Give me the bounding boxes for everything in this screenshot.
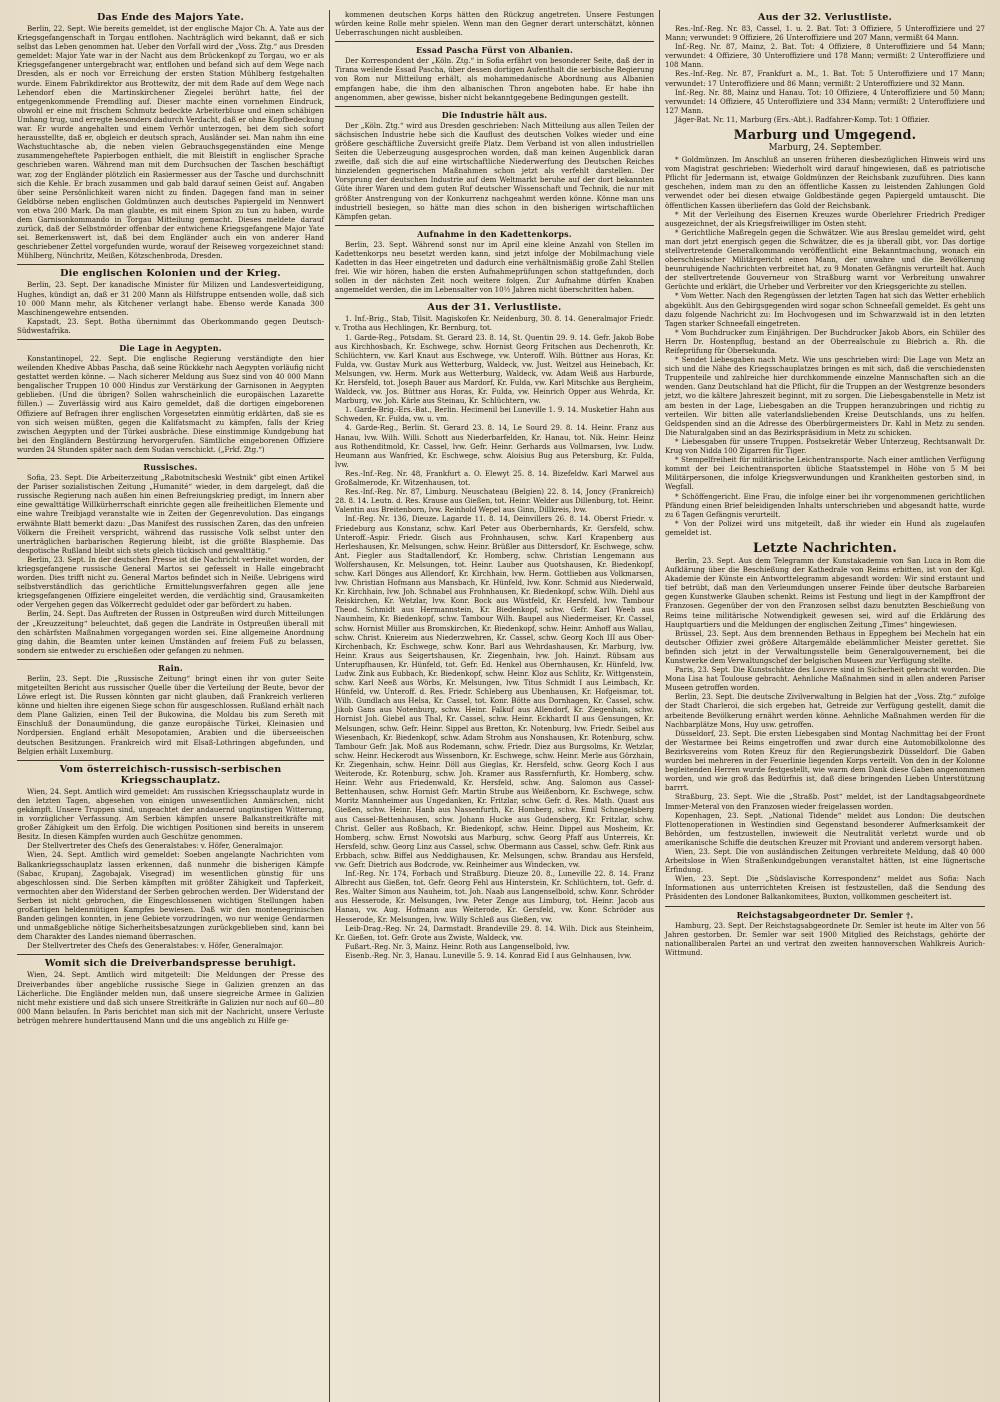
article: [335, 106, 654, 221]
article-paragraph: 1. Garde-Reg., Potsdam. St. Gerard 23. 8. 14, St. Quentin 29. 9. 14. Gefr. Jakob Bobe aus Kirchhosbach, Kr. Eschwege, schw. Hornist Georg Fritschen aus Dechenroth, Kr. Schlüchtern, vw. Karl Knaut aus Eschwege, vw. Unteroff. Wilh. Büttner aus Horas, Kr. Fulda, vw. Gustav Murk aus Wetterburg, Waldeck, vw. Just. Weitzel aus Heinebach, Kr. Melsungen, vw. Herm. Murk aus Wetterburg, Waldeck, vw. Adam Weiß aus Harburde, Kr. Hersfeld, tot. Joseph Bauer aus Mardorf, Kr. Fulda, vw. Karl Mitschke aus Bergheim, Waldeck, vw. Jos. Büttner aus Horas, Kr. Fulda, vw. Heinrich Opper aus Wehrda, Kr. Marburg, vw. Joh. Kärle aus Steinau, Kr. Schlüchtern, vw.: [335, 332, 654, 406]
article-paragraph: Inf.-Reg. Nr. 87, Mainz, 2. Bat. Tot: 4 Offiziere, 8 Unteroffiziere und 54 Mann; verwundet: 4 Offiziere, 30 Unteroffiziere und 178 Mann; vermißt: 2 Unteroffiziere und 108 Mann.: [665, 42, 985, 70]
article-headline: Vom österreichisch-russisch-serbischen Kriegsschauplatz.: [59, 763, 282, 786]
article-paragraph: Wien, 23. Sept. Die von ausländischen Zeitungen verbreitete Meldung, daß 40 000 Arbeitslose in Wien Straßenkundgebungen veranstaltet hätten, ist eine lügnerische Erfindung.: [665, 846, 985, 875]
article: [335, 298, 654, 960]
article-paragraph: Eisenb.-Reg. Nr. 3, Hanau. Luneville 5. 9. 14. Konrad Eid I aus Gelnhausen, lvw.: [345, 950, 632, 960]
article-paragraph: * Mit der Verleihung des Eisernen Kreuzes wurde Oberlehrer Friedrich Prediger ausgezeichnet, der als Kriegsfreiwilliger im Osten steht.: [665, 209, 985, 228]
article-headline: Rain.: [158, 662, 183, 673]
article-paragraph: * Gerichtliche Maßregeln gegen die Schwätzer. Wie aus Breslau gemeldet wird, geht man dort jetzt energisch gegen die Schwätzer, die es ja überall gibt, vor. Das dortige stellvertretende Generalkommando veröffentlicht eine Bekanntmachung, wonach ein oberschlesischer Militärgericht einen Mann, der unwahre und die Bevölkerung beunruhigende Nachrichten verbreitet hat, zu 9 Monaten Gefängnis verurteilt hat. Auch der stellvertretende Gouverneur von Straßburg warnt vor Verbreitung unwahrer Gerüchte und erklärt, die Urheber und Verbreiter vor den Kriegsgerichte zu stellen.: [665, 227, 985, 292]
columns: [12, 10, 990, 1402]
section-divider: [335, 106, 654, 107]
article-headline: Marburg und Umgegend.: [733, 127, 917, 143]
article-paragraph: Leib-Drag.-Reg. Nr. 24, Darmstadt. Brandeville 29. 8. 14. Wilh. Dick aus Steinheim, Kr. Gießen, tot. Gefr. Grote aus Zwiste, Waldeck, vw.: [335, 923, 654, 942]
article-paragraph: * Sendet Liebesgaben nach Metz. Wie uns geschrieben wird: Die Lage von Metz an sich und die Nähe des Kriegsschauplatzes bringen es mit sich, daß die verschiedensten Truppenteile und zahlreiche hier durchkommende einzelne Mannschaften sich an die wenden. Ganz Deutschland hat die Pflicht, für die Truppen an der Westgrenze besonders jetzt, wo die kältere Jahreszeit beginnt, mit zu sorgen. Die Liebesgabenstelle in Metz ist am besten in der Lage, Liebesgaben an die Truppen heranzubringen und richtig zu verteilen. Wir bitten alle vaterlandsliebenden Kreise Deutschlands, uns zu helfen. Geldspenden sind an die Adresse des Oberbürgermeisters Dr. Kahl in Metz zu senden. Die Naturalgaben sind an das Bezirkspräsidium in Metz zu schicken.: [665, 355, 985, 437]
article-paragraph: Wien, 23. Sept. Die „Südslavische Korrespondenz“ meldet aus Sofia: Nach Informationen aus unterrichteten Kreisen ist festzustellen, daß die Sendung des Präsidenten des Londoner Balkankomitees, Buxton, vollkommen gescheitert ist.: [665, 874, 985, 902]
article-paragraph: Sofia, 23. Sept. Die Arbeiterzeitung „Rabotnitscheski Westnik“ gibt einen Artikel der Pariser sozialistischen Zeitung „Humanité“ wieder, in dem dargelegt, daß die russische Regierung nach außen hin einen Befreiungskrieg predigt, im Innern aber eine gewalttätige Willkürherrschaft einrichte gegen alle freiheitlichen Elemente und eine wahre Treibjagd veranstalte wie in Zeiten der Gegenrevolution. Das eingangs erwähnte Blatt bemerkt dazu: „Das Manifest des russischen Zaren, das den unfreien Völkern die Freiheit verspricht, während das russische Volk selbst unter den unerträglichen barbarischen Regierung bleibt, ist die größte Blasphemie. Das despotische Rußland bleibt sich stets gleich tückisch und gewalttätig.“: [17, 473, 324, 555]
section-divider: [17, 264, 324, 265]
article-paragraph: Wien, 24. Sept. Amtlich wird gemeldet: Soeben angelangte Nachrichten vom Balkankriegsschauplatz lassen erkennen, daß nunmehr die bisherigen Kämpfe (Sabac, Krupanj, Zagobajak, Visegrad) im wesentlichen günstig für uns abgeschlossen sind. Die Serben kämpften mit größter Zähigkeit und Tapferkeit, vermochten aber den Widerstand der Serben gebrochen werden. Der Widerstand der Serben ist nicht gebrochen, die Eingeschlossenen wichtigen Stellungen haben großartigen heldenmütigen Kampfes bewiesen. Daß wir den montenegrinischen Banden gelingen konnten, in jene Gebiete vorzudringen, wo nur wenige Gendarmen und unmaßgebliche nötige Sicherheitsbesatzungen zurückgeblieben sind, kann bei dem Charakter des Landes niemand überraschen.: [17, 850, 324, 942]
article-paragraph: Wien, 24. Sept. Amtlich wird mitgeteilt: Die Meldungen der Presse des Dreiverbandes über angebliche russische Siege in Galizien grenzen an das Lächerliche. Die Engländer melden nun, daß unsere siegreiche Armee in Galizien nicht mehr existiere und daß sich unsere Streitkräfte in Galizien nur noch auf 60—80 000 Mann belaufen. In Paris berichtet man sich mit der Nachricht, unsere Verluste betrügen mehrere hunderttausend Mann und die uns angeblich zu Hilfe ge-: [17, 970, 324, 1025]
article-paragraph: 4. Garde-Reg., Berlin. St. Gerard 23. 8. 14, Le Sourd 29. 8. 14. Heinr. Franz aus Hanau, lvw. Wilh. Willi. Schott aus Niederbarfelden, Kr. Hanau, tot. Nik. Heinr. Heinz aus Rothenditmold, Kr. Cassel, lvw. Gefr. Heinr. Gerhards aus Vollmarsen, lvw. Ludw. Heumann aus Wanfried, Kr. Eschwege, schw. Aloisius Bug aus Petersburg, Kr. Fulda, lvw.: [335, 423, 654, 469]
article-paragraph: Hamburg, 23. Sept. Der Reichstagsabgeordnete Dr. Semler ist heute im Alter von 56 Jahren gestorben. Dr. Semler war seit 1900 Mitglied des Reichstags, gehörte der nationalliberalen Partei an und vertrat den zweiten hannoverschen Wahlkreis Aurich-Wittmund.: [665, 920, 985, 957]
article-paragraph: Res.-Inf.-Reg. Nr. 83, Cassel, 1. u. 2. Bat. Tot: 3 Offiziere, 5 Unteroffiziere und 27 Mann; verwundet: 9 Offiziere, 26 Unteroffiziere und 207 Mann, vermißt 64 Mann.: [665, 24, 985, 43]
article-headline: Russisches.: [143, 462, 198, 473]
article-paragraph: Inf.-Reg. Nr. 174, Forbach und Straßburg. Dieuze 20. 8., Luneville 22. 8. 14. Franz Albrecht aus Gießen, tot. Gefr. Georg Fehl aus Hinterstein, Kr. Schlüchtern, tot. Gefr. d. Res. Walter Simon aus Nauheim, tot. Joh. Naab aus Langenselbold, schw. Konr. Schröder aus Hesserode, Kr. Melsungen, lvw. Peter Zenge aus Limburg, tot. Heinr. Jacob aus Hanau, vw. Aug. Hofmann aus Weiterode, Kr. Gersfeld, vw. Konr. Schröder aus Hesserode, Kr. Melsungen, lvw. Willy Schleß aus Gießen, vw.: [335, 869, 654, 924]
article-paragraph: Der „Köln. Ztg.“ wird aus Dresden geschrieben: Nach Mitteilung aus allen Teilen der sächsischen Industrie hebe sich die Kauflust des deutschen Volkes wieder und eine größere geschäftliche Zuversicht greife Platz. Dem Verband ist von allen industriellen Seiten die Ueberzeugung ausgesprochen worden, daß man keinen Augenblick daran zweifle, daß sich die auf eine wirtschaftliche Niederwerfung des Deutschen Reiches hinzielenden gegnerischen Maßnahmen schon jetzt als verfehlt darstellen. Der Vorsprung der deutschen Industrie auf dem Weltmarkt beruhe auf der dort bekannten Güte ihrer Waren und dem guten Ruf deutscher Wissenschaft und Technik, die nur mit größter Anstrengung von der Konkurrenz nachgeahmt werden könne. Könne man uns industriell besiegen, so hätte man dies schon in den bisherigen wirtschaftlichen Kämpfen getan.: [335, 120, 654, 221]
article-paragraph: Berlin, 23. Sept. Der kanadische Minister für Milizen und Landesverteidigung, Hughes, kündigt an, daß er 31 200 Mann als Hilfstruppe entsenden wolle, daß sich 10 000 Mann mehr, als Kitchener verlangt habe. Ebenso werde Kanada 300 Maschinengewehre entsenden.: [17, 280, 324, 317]
article-paragraph: * Liebesgaben für unsere Truppen. Postsekretär Weber Unterzeug, Rechtsanwalt Dr. Krug von Nidda 100 Zigarren für Tiger.: [665, 436, 985, 456]
article: [335, 41, 654, 101]
article-headline: Essad Pascha Fürst von Albanien.: [416, 45, 573, 56]
article-paragraph: Berlin, 23. Sept. Die deutsche Zivilverwaltung in Belgien hat der „Voss. Ztg.“ zufolge der Stadt Charleroi, die sich ergeben hat, Getreide zur Verfügung gestellt, damit die arbeitende Bevölkerung ernährt werden könne. Aehnliche Maßnahmen werden für die Nachbarplätze Mons, Huy usw. getroffen.: [665, 692, 985, 729]
article-headline: Reichstagsabgeordneter Dr. Semler †.: [736, 909, 914, 920]
section-divider: [17, 339, 324, 340]
column-1: [12, 10, 330, 1402]
article-paragraph: Inf.-Reg. Nr. 88, Mainz und Hanau. Tot: 10 Offiziere, 4 Unteroffiziere und 50 Mann; verwundet: 14 Offiziere, 45 Unteroffiziere und 334 Mann; vermißt: 2 Unteroffiziere und 127 Mann.: [665, 87, 985, 115]
article: [17, 264, 324, 335]
article-paragraph: Brüssel, 23. Sept. Aus dem brennenden Bethaus in Eppeghem bei Mecheln hat ein deutscher Offizier zwei größere Altargemälde ebelämmlicher Meister gerettet. Sie befinden sich jetzt in der Verwaltungsstelle beim Generalgouvernement, bei die Kunstwerke dem Verwaltungschef der belgischen Museen zur Verfügung stellte.: [665, 628, 985, 665]
article-paragraph: Res.-Inf.-Reg. Nr. 87, Limburg. Neuschateau (Belgien) 22. 8. 14, Joncy (Frankreich) 28. 8. 14. Leutn. d. Res. Krause aus Gießen, tot. Heinr. Welder aus Dillenburg, tot. Heinr. Valentin aus Breitenborn, lvw. Reinhold Wepel aus Ginn, Dillkreis, lvw.: [335, 487, 655, 515]
article: [665, 127, 985, 537]
article-paragraph: Düsseldorf, 23. Sept. Die ersten Liebesgaben sind Montag Nachmittag bei der Front der Westarmee bei Reims eingetroffen und zwar durch eine Automobilkolonne des Bezirksvereins vom Roten Kreuz für den Regierungsbezirk Düsseldorf. Die Gaben wurden bei mehreren in der Feuerlinie liegenden Korps verteilt. Von den in der Kolonne begleitenden Herren wurde festgestellt, wie warm dem Dank diese Gaben angenommen worden, und wie groß das Bedürfnis ist, daß diese bringenden Lieben Unterstützung barrrt.: [665, 728, 985, 793]
article-paragraph: 1. Inf.-Brig., Stab, Tilsit. Magiskofen Kr. Neidenburg, 30. 8. 14. Generalmajor Friedr. v. Trotha aus Hechlingen, Kr. Bernburg, tot.: [335, 314, 654, 333]
section-divider: [335, 41, 654, 42]
article-paragraph: Jäger-Bat. Nr. 11, Marburg (Ers.-Abt.). Radfahrer-Komp. Tot: 1 Offizier.: [675, 114, 930, 124]
section-divider: [17, 458, 324, 459]
section-divider: [17, 659, 324, 660]
article-headline: Das Ende des Majors Yate.: [97, 12, 244, 23]
article-headline: Letzte Nachrichten.: [753, 539, 897, 555]
article-paragraph: Berlin, 22. Sept. Wie bereits gemeldet, ist der englische Major Ch. A. Yate aus der Kriegsgefangenschaft in Torgau entflohen. Nachträglich wird bekannt, daß er sich selbst das Leben genommen hat. Ueber den Vorfall wird der „Voss. Ztg.“ aus Dresden gemeldet: Major Yate war in der Nacht aus dem Brückenkopf zu Torgau, wo er als Kriegsgefangener untergebracht war, entflohen und befand sich auf dem Wege nach Dresden, als er noch vor Erreichung der ersten Station Mühlberg festgehalten wurde. Einem Fabrikdirektor aus Brottewitz, der mit dem Rade auf dem Wege nach Lehendorf eben die Martinskirchener Ziegelei berührt hatte, fiel der entgegenkommende Fremdling auf. Dieser machte einen vornehmen Eindruck, obwohl er eine mit frischem Schmutz bedeckte Arbeiterbluse und einen schäbigen Umhang trug, und erregte besonders dadurch Verdacht, daß er ohne Kopfbedeckung war. Er wurde angehalten und einem Verhör unterzogen, bei dem sich sofort herausstellte, daß er, obgleich er deutsch sprach, Ausländer sei. Man nahm ihn eine Wachstuchtasche ab, die neben vielen Gebrauchsgegenständen eine Menge zusammengeheftete Papierbogen enthielt, die mit Bleistift in englischer Sprache geschrieben waren. Während man mit dem Durchsuchen der Taschen beschäftigt war, zog der Engländer plötzlich ein Rasiermesser aus der Tasche und durchschnitt sich die Kehle. Er brach zusammen und gab bald darauf seinen Geist auf. Angaben über seine Persönlichkeit waren nicht zu finden. Dagegen fand man in seiner Geldbörse neben englischen Goldmünzen auch deutsches Papiergeld im Nennwert von etwa 200 Mark. Da man glaubte, es mit einem Spion zu tun zu haben, wurde dem Garnisonkommando in Torgau Mitteilung gemacht. Dieses meldete darauf zurück, daß der Selbstmörder offenbar der entwichene Kriegsgefangene Major Yate sei. Bemerkenswert ist, daß bei dem Engländer auch ein von anderer Hand geschriebener Zettel vorgefunden wurde, worauf der Reiseweg vorgezeichnet stand: Mühlberg, Nünchritz, Meißen, Kötzschenbroda, Dresden.: [17, 24, 324, 261]
article-paragraph: Berlin, 23. Sept. Während sonst nur im April eine kleine Anzahl von Stellen im Kadettenkorps neu besetzt werden kann, sind jetzt infolge der Mobilmachung viele Kadetten in das Heer eingetreten und dadurch eine verhältnismäßig große Zahl Stellen frei. Wie wir hören, haben die ersten Aufnahmeprüfungen schon stattgefunden, doch sollen in der nächsten Zeit noch weitere folgen. Zur Aufnahme dürfen Knaben angemeldet werden, die im Lebensalter von 10½ Jahren nicht überschritten haben.: [335, 239, 654, 295]
article-paragraph: Der Stellvertreter des Chefs des Generalstabes: v. Höfer, Generalmajor.: [27, 941, 284, 951]
article-paragraph: Der Korrespondent der „Köln. Ztg.“ in Sofia erfährt von besonderer Seite, daß der in Tirana weilende Essad Pascha, über dessen dortigen Aufenthalt die serbische Regierung von Rom nur Mitteilung erhält, als mohammedanische Abordnung aus Albanien empfangen habe, die ihm den albanischen Thron angeboten habe. Er habe ihn angenommen, aber gewisse, bisher nicht bekanntgegebene Bedingungen gestellt.: [335, 56, 654, 102]
article-paragraph: * Vom Wetter. Nach den Regengüssen der letzten Tagen hat sich das Wetter erheblich abgekühlt. Aus den Gebirgsgegenden wird sogar schon Schneefall gemeldet. Es geht uns dazu folgende Nachricht zu: Im Hochvogesen und im Schwarzwald ist in den letzten Tagen starker Schneefall eingetreten.: [665, 291, 985, 328]
article-paragraph: Wien, 24. Sept. Amtlich wird gemeldet: Am russischen Kriegsschauplatz wurde in den letzten Tagen, abgesehen von einigen unwesentlichen Anmärschen, nicht gekämpft. Unsere Truppen sind, ungeachtet der andauernd ungünstigen Witterung, in vorzüglicher Verfassung. Am Serbien kämpfen unsere Balkanstreitkräfte mit großer Zähigkeit um den Erfolg. Die wichtigen Positionen sind bereits in unserem Besitz. In diesen Kämpfen wurden auch Geschütze genommen.: [17, 786, 324, 842]
article-paragraph: Straßburg, 23. Sept. Wie die „Straßb. Post“ meldet, ist der Landtagsabgeordnete Immer-Meteral von den Franzosen wieder freigelassen worden.: [665, 792, 985, 811]
article-headline: Die englischen Kolonien und der Krieg.: [60, 268, 281, 280]
section-divider: [335, 225, 654, 226]
column-3: [660, 10, 990, 1402]
article-paragraph: Berlin, 23. Sept. Aus dem Telegramm der Kunstakademie von San Luca in Rom die Aufklärung über die Beschießung der Kathedrale von Reims erbitten, ist von der Kgl. Akademie der Künste ein Antworttelegramm abgesandt worden: Wir sind erstaunt und tief betrübt, daß man den Verleumdungen unserer Feinde über deutsche Barbareien gegen Kunstwerke Glauben schenkt. Reims ist Festung und liegt in der Kampffront der Franzosen. Gegenüber der von den Franzosen selbst dazu benutzten Beschießung von Reims teine militärische Notwendigkeit gewesen sei, wird auf die Erklärung des Hauptquartiers und die Meldungen der englischen Zeitung „Times“ hingewiesen.: [665, 555, 985, 629]
article-paragraph: Res.-Inf.-Reg. Nr. 87, Frankfurt a. M., 1. Bat. Tot: 5 Unteroffiziere und 17 Mann; verwundet: 17 Unteroffiziere und 86 Mann; vermißt: 2 Unteroffiziere und 32 Mann.: [665, 69, 985, 88]
article-paragraph: 1. Garde-Brig.-Ers.-Bat., Berlin. Hecimenil bei Luneville 1. 9. 14. Musketier Hahn aus Schweden, Kr. Fulda, vw. u. vm.: [335, 405, 654, 424]
article: [17, 954, 324, 1025]
article: [665, 540, 985, 902]
section-divider: [17, 954, 324, 955]
article-paragraph: * Vom Buchdrucker zum Einjährigen. Der Buchdrucker Jakob Abors, ein Schüler des Herrn Dr. Hostenpflug, bestand an der Oberrealschule zu Biebrich a. Rh. die Reifeprüfung für Obersekunda.: [665, 327, 985, 355]
article-headline: Aus der 31. Verlustliste.: [427, 302, 562, 314]
article-headline: Die Industrie hält aus.: [441, 109, 548, 120]
article: [665, 12, 985, 124]
article-paragraph: Inf.-Reg. Nr. 136, Dieuze. Lagarde 11. 8. 14, Deinvillers 26. 8. 14. Oberst Friedr. v. Friedeburg aus Konstanz, schw. Karl Peter aus Oberbernhards, Kr. Gersfeld, schw. Unteroff.-Aspir. Friedr. Gisch aus Frohnhausen, schw. Karl Krapenberg aus Herleshausen, Kr. Melsungen, schw. Heinr. Brüßler aus Dittersdorf, Kr. Eschwege, schw. Ant. Fiegler aus Stadtallendorf, Kr. Homberg, schw. Christian Lengemann aus Wolfershausen, Kr. Melsungen, tot. Heinr. Lauber aus Quotshausen, Kr. Biedenkopf, schw. Karl Dönges aus Allendorf, Kr. Kirchhain, lvw. Herm. Gottlieben aus Volkmarsen, lvw. Christian Hofmann aus Mansbach, Kr. Hünfeld, lvw. Konr. Schmid aus Niederwald, Kr. Kirchhain, lvw. Joh. Schnabel aus Frohnhausen, Kr. Biedenkopf, schw. Wilh. Diehl aus Reiskirchen, Kr. Wetzlar, lvw. Konr. Bock aus Wüstfeld, Kr. Hersfeld, lvw. Tambour Theod. Schmidt aus Hermannstein, Kr. Biedenkopf, schw. Gefr. Karl Weeb aus Naumheim, Kr. Biedenkopf, schw. Tambour Wilh. Baupel aus Niedermeiser, Kr. Cassel, schw. Hornist Müller aus Bromskirchen, Kr. Biedenkopf, schw. Heinr. Amhoff aus Wallau, schw. Christ. Kniereim aus Niederzwehren, Kr. Cassel, schw. Georg Koch III aus Ober-Kirchenbach, Kr. Eschwege, schw. Konr. Barl aus Wehrdashausen, Kr. Marburg, lvw. Heinr. Kraus aus Seigertshausen, Kr. Ziegenhain, lvw. Joh. Hainzt. Rübsam aus Unterupfhausen, Kr. Hünfeld, tot. Gefr. Ed. Henkel aus Obernhausen, Kr. Hünfeld, lvw. Ludw. Zink aus Eubbach, Kr. Biedenkopf, schw. Heinr. Kloz aus Schlitz, Kr. Wittgenstein, schw. Karl Neeß aus Wörbs, Kr. Melsungen, lvw. Titus Schmidt I aus Leimbach, Kr. Hünfeld, vw. Unteroff. d. Res. Friedr. Schleberg aus Ubenhausen, Kr. Hofgeismar, tot. Wilh. Gundlach aus Helsa, Kr. Cassel, tot. Konr. Bötte aus Dornhagen, Kr. Cassel, schw. Jikob Gans aus Notenburg, schw. Heinr. Falkuf aus Allendorf, Kr. Ziegenhain, schw. Hornist Joh. Giebel aus Thal, Kr. Cassel, schw. Heinr. Eckhardt II aus Gensungen, Kr. Melsungen, schw. Gefr. Heinr. Sippel aus Bretton, Kr. Notenburg, lvw. Friedr. Seibel aus Wiesenbach, Kr. Biedenkopf, schw. Adam Strohm aus Nonshausen, Kr. Rotenburg, schw. Tambour Gefr. Jak. Moß aus Rodemann, schw. Friedr. Diez aus Burgsolms, Kr. Wetzlar, schw. Heinr. Heckerodt aus Wissenborn, Kr. Eschwege, schw. Heinr. Merle aus Görzhain, Kr. Ziegenhain, schw. Heinr. Döll aus Gieglas, Kr. Hersfeld, schw. Georg Koch I aus Weiterode, Kr. Rotenburg, schw. Joh. Kramer aus Rassfernfurth, Kr. Homberg, schw. Heinr. Wehr aus Friedenwald, Kr. Hersfeld, schw. Ang. Salomon aus Cassel-Bettenhausen, schw. Hornist Gefr. Martin Strube aus Weißenborn, Kr. Eschwege, schw. Moritz Mannheimer aus Ungedanken, Kr. Fritzlar, schw. Gefr. d. Res. Math. Quast aus Gießen, schw. Heinr. Hanb aus Nassenfurth, Kr. Homberg, schw. Emil Schnegelsberg aus Cassel-Bettenhausen, schw. Johann Hucke aus Gudensberg, Kr. Fritzlar, schw. Christ. Geller aus Roßbach, Kr. Biedenkopf, schw. Heinr. Dippel aus Mosheim, Kr. Homberg, schw. Ernst Nowotski aus Marburg, schw. Georg Pfaff aus Unterreis, Kr. Hersfeld, schw. Georg Linz aus Cassel, schw. Obermann aus Cassel, schw. Gefr. Rink aus Erbbach, schw. Biffel aus Neddighausen, Kr. Melsungen, schw. Brandau aus Hersfeld, vw. Gefr. Dietrich aus Bodcrode, vw. Reinheimer aus Windecken, vw.: [335, 514, 654, 869]
article: [17, 760, 324, 951]
article-paragraph: Fußart.-Reg. Nr. 3, Mainz. Heinr. Roth aus Langenselbold, lvw.: [345, 941, 570, 951]
article-paragraph: * Stempelfreiheit für militärische Leichentransporte. Nach einer amtlichen Verfügung kommt der bei Leichentransporten übliche Staatsstempel in Höhe von 5 M bei Militärpersonen, die infolge Kriegsverwundungen und Krankheiten gestorben sind, in Wegfall.: [665, 455, 985, 492]
article-headline: Die Lage in Aegypten.: [119, 343, 222, 353]
column-2: [330, 10, 660, 1402]
section-divider: [17, 760, 324, 761]
article: [17, 12, 324, 260]
article: [17, 659, 324, 756]
section-divider: [335, 298, 654, 299]
article-headline: Womit sich die Dreiverbandspresse beruhigt.: [44, 958, 297, 970]
article-paragraph: * Schöffengericht. Eine Frau, die infolge einer bei ihr vorgenommenen gerichtlichen Pfändung einen Brief beleidigenden Inhalts unterschrieben und abgesandt hatte, wurde zu 6 Tagen Gefängnis verurteilt.: [665, 491, 985, 519]
article-paragraph: Der Stellvertreter des Chefs des Generalstabes: v. Höfer, Generalmajor.: [27, 841, 284, 851]
article-paragraph: Paris, 23. Sept. Die Kunstschätze des Louvre sind in Sicherheit gebracht worden. Die Mona Lisa hat Toulouse gebracht. Aehnliche Maßnahmen sind in allen anderen Pariser Museen getroffen worden.: [665, 665, 985, 693]
article-headline: Aufnahme in den Kadettenkorps.: [417, 228, 572, 239]
article-paragraph: * Von der Polizei wird uns mitgeteilt, daß ihr wieder ein Hund als zugelaufen gemeldet ist.: [665, 518, 985, 537]
dateline: Marburg, 24. September.: [768, 143, 882, 154]
article-paragraph: Berlin, 23. Sept. In der deutschen Presse ist die Nachricht verbreitet worden, der kriegsgefangene russische General Martos sei gefesselt in Halle eingebracht worden. Dies trifft nicht zu. General Martos befindet sich in Neiße. Uebrigens wird selbstverständlich das gerichtliche Ermittelungsverfahren gegen alle jene kriegsgefangenen Offiziere eingeleitet werden, die verdächtig sind, Grausamkeiten oder Vergehen gegen das Völkerrecht geduldet oder gar befördert zu haben.: [17, 554, 324, 610]
article: [17, 339, 324, 454]
section-divider: [665, 906, 985, 907]
article-paragraph: Berlin, 23. Sept. Die „Russische Zeitung“ bringt einen ihr von guter Seite mitgeteilten Bericht aus russischer Quelle über die Verteilung der Beute, bevor der Löwe erlegt ist. Die Russen könnten gar nicht glauben, daß Frankreich verlieren könne und hielten ihre eigenen Siege schon für ausgeschlossen. Rußland erhält nach dem Plane Galizien, einen Teil der Bukowina, die Moldau bis zum Sereth mit Einschluß der Donaumündung, die ganze europäische Türkei, Kleinasien und Nordpersien. England erhält Mesopotamien, Arabien und die überseeischen deutschen Besitzungen. Frankreich wird mit Elsaß-Lothringen abgefunden, und Belgien erhält Luxemburg.: [17, 673, 324, 756]
article-headline: Aus der 32. Verlustliste.: [757, 12, 893, 23]
article: [17, 458, 324, 655]
article-paragraph: Konstantinopel, 22. Sept. Die englische Regierung verständigte den hier weilenden Khedive Abbas Pascha, daß seine Rückkehr nach Aegypten vorläufig nicht gestattet werden könne. — Nach sicherer Meldung aus Suez sind von 40 000 Mann bengalischer Truppen 10 000 Hindus zur Verstärkung der Garnisonen in Aegypten geblieben. (Und die übrigen? Sollen wahrscheinlich die europäischen Lazarette füllen.) — Zuverlässig wird aus Kairo gemeldet, daß die dortigen eingeborenen Offiziere auf Befragen ihrer englischen Vorgesetzten einmütig erklärten, daß sie es von sich weisen müßten, gegen die Kalifatsmacht zu kämpfen, falls der Krieg zwischen Aegypten und der Türkei ausbräche. Diese einstimmige Kundgebung hat bei den Engländern Bestürzung hervorgerufen. Sämtliche eingeborenen Offiziere wurden 24 Stunden später nach dem Sudan verschickt. („Frkf. Ztg.“): [17, 354, 324, 454]
article-paragraph: Berlin, 24. Sept. Das Auftreten der Russen in Ostpreußen wird durch Mitteilungen der „Kreuzzeitung“ beleuchtet, daß gegen die Landräte in Ostpreußen überall mit den schärfsten Maßnahmen vorgegangen worden sei. Eine allgemeine Anordnung ging dahin, die Beamten unter keinen Umständen auf freiem Fuß zu belassen, sondern sie entweder zu erschießen oder gefangen zu nehmen.: [17, 609, 324, 655]
article-paragraph: Kopenhagen, 23. Sept. „National Tidende“ meldet aus London: Die deutschen Flottenoperationen in Westindien sind Gegenstand besonderer Aufmerksamkeit der Behörden, um festzustellen, inwieweit die Neutralität verletzt wurde und ob amerikanische Schiffe die deutschen Kreuzer mit Proviant und anderem versorgt haben.: [665, 810, 985, 847]
article-paragraph: Res.-Inf.-Reg. Nr. 48, Frankfurt a. O. Elewyt 25. 8. 14. Bizefeldw. Karl Marwel aus Großalmerode, Kr. Witzenhausen, tot.: [335, 468, 654, 488]
article-paragraph: * Goldmünzen. Im Anschluß an unseren früheren diesbezüglichen Hinweis wird uns vom Magistrat geschrieben: Wiederholt wird darauf hingewiesen, daß es patriotische Pflicht für Jedermann ist, etwaige Goldmünzen der Reichsbank zuzuführen. Dies kann geschehen, indem man zu den an öffentliche Kassen zu leistenden Zahlungen Gold verwendet oder bei diesen etwaige Goldbestände gegen Papiergeld umtauscht. Die öffentlichen Kassen überliefern das Gold der Reichsbank.: [665, 155, 985, 210]
article-paragraph: kommenen deutschen Korps hätten den Rückzug angetreten. Unsere Festungen würden keine Rolle mehr spielen. Wenn man den Gegner derart unterschätzt, können Ueberraschungen nicht ausbleiben.: [335, 10, 654, 38]
article: [335, 10, 654, 37]
article: [335, 225, 654, 295]
article: [665, 906, 985, 957]
article-paragraph: Kapstadt, 23. Sept. Botha übernimmt das Oberkommando gegen Deutsch-Südwestafrika.: [17, 316, 324, 335]
